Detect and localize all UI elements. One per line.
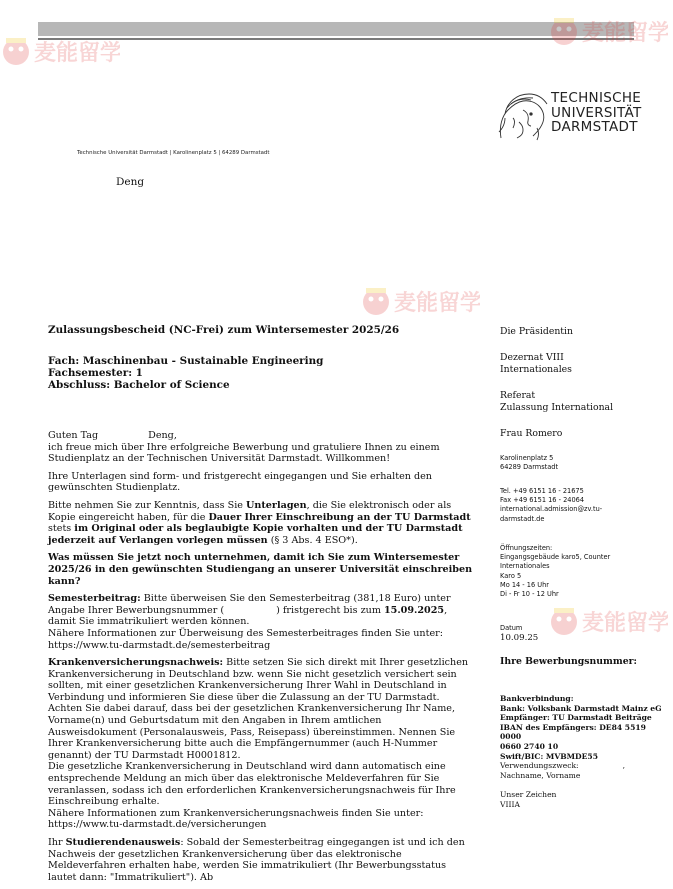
sidebar-line: Swift/BIC: MVBMDE55 bbox=[500, 751, 598, 761]
paragraph-studierendenausweis: Ihr Studierendenausweis: Sobald der Semesterbeitrag eingegangen ist und ich den Nachweis der gesetzlichen Krankenversicherung über das elektronische Meldeverfahren erhalten habe, werden Sie immatrikuliert (Ihr Bewerbungsstatus lautet dann: "Immatrikuliert"). Ab bbox=[48, 837, 465, 883]
sender-address-line: Technische Universität Darmstadt | Karolinenplatz 5 | 64289 Darmstadt bbox=[77, 150, 270, 156]
sidebar-praesidentin: Die Präsidentin bbox=[500, 326, 574, 337]
sidebar-contact bbox=[500, 487, 665, 524]
sidebar-phone: Tel. +49 6151 16 - 21675 bbox=[500, 487, 584, 495]
sidebar-line: Dezernat VIII bbox=[500, 352, 564, 363]
sidebar-bank bbox=[500, 694, 665, 780]
header-bar bbox=[38, 22, 634, 36]
svg-text:麦能留学: 麦能留学 bbox=[34, 41, 120, 66]
watermark bbox=[548, 10, 668, 54]
recipient-name: Deng bbox=[116, 176, 145, 188]
sidebar-line: Zulassung International bbox=[500, 401, 614, 413]
sidebar-line: Karo 5 bbox=[500, 571, 522, 580]
sidebar-line: Mo 14 - 16 Uhr bbox=[500, 580, 549, 589]
sidebar-line: Referat bbox=[500, 390, 536, 401]
sidebar-address bbox=[500, 454, 665, 472]
sidebar-date-value: 10.09.25 bbox=[500, 633, 539, 643]
sidebar-contact-person: Frau Romero bbox=[500, 428, 563, 439]
sidebar-opening-hours bbox=[500, 544, 665, 599]
krankenversicherung-info: Nähere Informationen zum Krankenversicherungsnachweis finden Sie unter: https://www.tu-darmstadt.de/versicherungen bbox=[48, 807, 424, 831]
paragraph-krankenversicherung-2: Die gesetzliche Krankenversicherung in Deutschland wird dann automatisch eine entsprechende Meldung an mich über das elektronische Meldeverfahren für Sie veranlassen, sodass ich den erforderlichen Krankenversicherungsnachweis für Ihre Einschreibung erhalte. bbox=[48, 761, 456, 808]
header-rule bbox=[38, 38, 634, 40]
semesterbeitrag-info: Nähere Informationen zur Überweisung des Semesterbeitrages finden Sie unter: https://www.tu-darmstadt.de/semesterbeitrag bbox=[48, 627, 443, 651]
sidebar-email: international.admission@zv.tu- bbox=[500, 505, 603, 514]
sidebar-date-label: Datum bbox=[500, 624, 523, 632]
logo-line: UNIVERSITÄT bbox=[551, 104, 642, 121]
university-name bbox=[551, 91, 642, 135]
paragraph-semesterbeitrag: Semesterbeitrag: Bitte überweisen Sie den Semesterbeitrag (381,18 Euro) unter Angabe Ihrer Bewerbungsnummer ( ) fristgerecht bis zum 15.09.2025, damit Sie immatrikuliert werden können. bbox=[48, 593, 451, 628]
paragraph-welcome: ich freue mich über Ihre erfolgreiche Bewerbung und gratuliere Ihnen zu einem Studienplatz an der Technischen Universität Darmstadt. Willkommen! bbox=[48, 441, 440, 465]
sidebar-referat bbox=[500, 390, 665, 413]
sidebar-line: 64289 Darmstadt bbox=[500, 463, 559, 472]
question-heading: Was müssen Sie jetzt noch unternehmen, damit ich Sie zum Wintersemester 2025/26 in den gewünschten Studiengang an unserer Universität einschreiben kann? bbox=[48, 552, 473, 587]
sidebar-line: Unser Zeichen bbox=[500, 790, 557, 799]
sidebar-line: Bankverbindung: bbox=[500, 694, 574, 703]
svg-text:麦能留学: 麦能留学 bbox=[582, 611, 668, 636]
sidebar-line: Internationales bbox=[500, 562, 550, 571]
watermark bbox=[360, 280, 480, 324]
logo-line: TECHNISCHE bbox=[551, 90, 642, 106]
paragraph-krankenversicherung: Krankenversicherungsnachweis: Bitte setzen Sie sich direkt mit Ihrer gesetzlichen Krankenversicherung in Deutschland bzw. wenn Sie nicht gesetzlich versichert sein sollten, mit einer gesetzlichen Krankenversicherung Ihrer Wahl in Deutschland in Verbindung und informieren Sie diese über die Zulassung an der TU Darmstadt. Achten Sie dabei darauf, dass bei der gesetzlichen Krankenversicherung Ihr Name, Vorname(n) und Geburtsdatum mit den Angaben in Ihrem amtlichen Ausweisdokument (Personalausweis, Pass, Reisepass) übereinstimmen. Nennen Sie Ihrer Krankenversicherung bitte auch die Empfängernummer (auch H-Nummer genannt) der TU Darmstadt H0001812. bbox=[48, 657, 469, 761]
sidebar-line: Karolinenplatz 5 bbox=[500, 454, 554, 462]
sidebar-line: Internationales bbox=[500, 363, 572, 375]
sidebar-line: 0660 2740 10 bbox=[500, 741, 559, 751]
greeting: Guten Tag Deng, bbox=[48, 430, 177, 441]
sidebar-line: Empfänger: TU Darmstadt Beiträge bbox=[500, 713, 652, 723]
sidebar-line: Bank: Volksbank Darmstadt Mainz eG bbox=[500, 703, 662, 713]
sidebar-reference bbox=[500, 790, 665, 809]
sidebar-line: Eingangsgebäude karo5, Counter bbox=[500, 553, 611, 562]
sidebar-line: Öffnungszeiten: bbox=[500, 544, 553, 552]
sidebar-line: Di - Fr 10 - 12 Uhr bbox=[500, 590, 559, 599]
sidebar-application-number-label: Ihre Bewerbungsnummer: bbox=[500, 656, 637, 667]
letter-subject: Zulassungsbescheid (NC-Frei) zum Wintersemester 2025/26 bbox=[48, 324, 400, 336]
svg-text:麦能留学: 麦能留学 bbox=[582, 21, 668, 46]
program-field: Fach: Maschinenbau - Sustainable Engineering bbox=[48, 355, 324, 367]
sidebar-dezernat bbox=[500, 352, 665, 375]
sidebar-fax: Fax +49 6151 16 - 24064 bbox=[500, 496, 585, 505]
sidebar-line: IBAN des Empfängers: DE84 5519 0000 bbox=[500, 722, 646, 742]
athena-head-icon bbox=[493, 88, 551, 142]
sidebar-line: Nachname, Vorname bbox=[500, 770, 581, 780]
paragraph-documents-received: Ihre Unterlagen sind form- und fristgerecht eingegangen und Sie erhalten den gewünschten Studienplatz. bbox=[48, 470, 432, 494]
sidebar-email: darmstadt.de bbox=[500, 514, 545, 523]
logo-line: DARMSTADT bbox=[551, 119, 638, 135]
svg-text:麦能留学: 麦能留学 bbox=[394, 291, 480, 316]
watermark bbox=[548, 600, 668, 644]
sidebar-line: Verwendungszweck: , bbox=[500, 761, 626, 771]
program-details bbox=[48, 355, 473, 392]
sidebar-line: VIIIA bbox=[500, 799, 520, 809]
watermark bbox=[0, 30, 120, 74]
program-degree: Abschluss: Bachelor of Science bbox=[48, 379, 230, 392]
program-semester: Fachsemester: 1 bbox=[48, 367, 143, 380]
letter-body bbox=[48, 430, 473, 889]
paragraph-documents-notice: Bitte nehmen Sie zur Kenntnis, dass Sie Unterlagen, die Sie elektronisch oder als Kopie eingereicht haben, für die Dauer Ihrer Einschreibung an der TU Darmstadt stets im Original oder als beglaubigte Kopie vorhalten und der TU Darmstadt jederzeit auf Verlangen vorlegen müssen (§ 3 Abs. 4 ESO*). bbox=[48, 499, 471, 546]
